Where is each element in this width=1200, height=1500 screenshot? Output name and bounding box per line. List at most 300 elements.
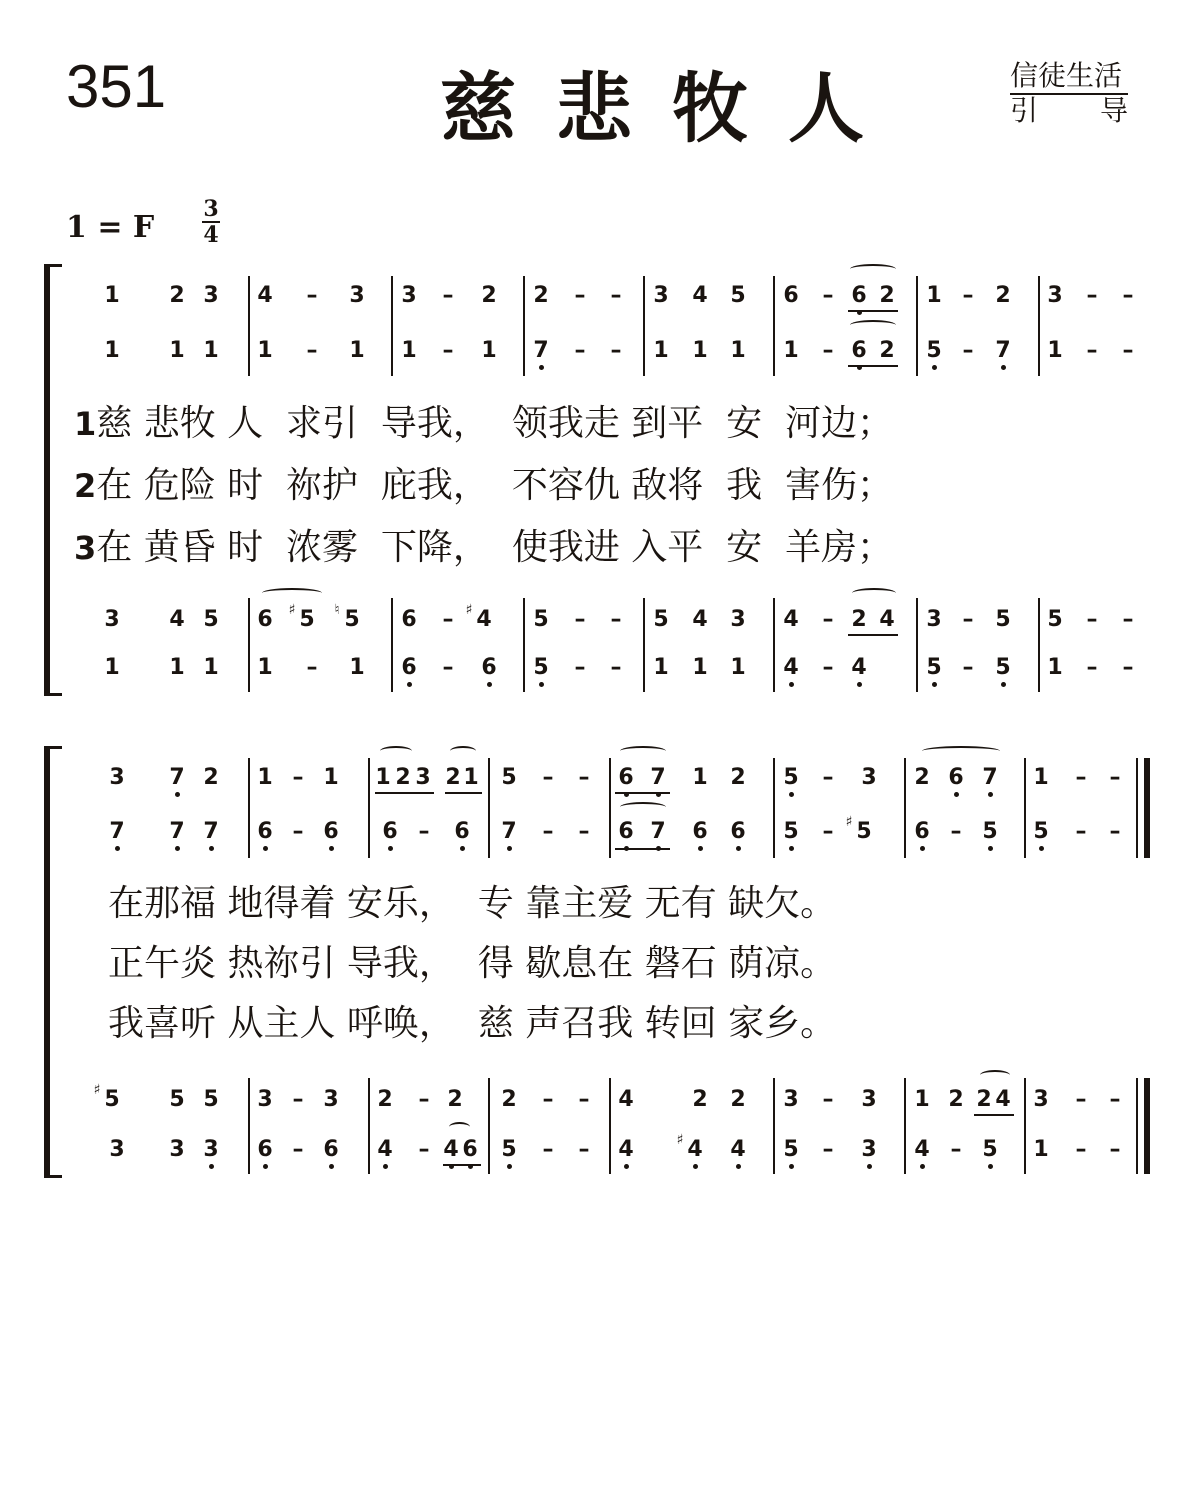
lyric-text: 慈 悲牧 人 求引 导我， 领我走 到平 安 河边； [96, 403, 894, 444]
dash-extend: – [822, 1137, 834, 1162]
note: 1 [323, 765, 339, 790]
slur-mark [380, 746, 412, 756]
dash-extend: – [950, 1137, 962, 1162]
barline [523, 598, 525, 692]
note: 6 [257, 819, 273, 844]
barline [488, 1078, 490, 1174]
dash-extend: – [1075, 1087, 1087, 1112]
octave-dot-below [407, 682, 412, 687]
note: 1 [730, 655, 746, 680]
octave-dot-below [693, 1164, 698, 1169]
lyric-text: 正午炎 热祢引 导我， 得 歇息在 磐石 荫凉。 [108, 943, 837, 984]
lyric-line [74, 528, 893, 568]
slur-mark [980, 1070, 1010, 1080]
bracket-cap-top [44, 264, 62, 267]
slur-mark [620, 746, 666, 756]
note: 1 [692, 338, 708, 363]
dash-extend: – [542, 765, 554, 790]
barline [248, 758, 250, 858]
dash-extend: – [1086, 338, 1098, 363]
note: 2 [976, 1087, 992, 1112]
slur-mark [852, 588, 896, 598]
barline [368, 1078, 370, 1174]
note: 5 [1033, 819, 1049, 844]
note: 3 [203, 283, 219, 308]
note: 1 [692, 655, 708, 680]
note: 5 [982, 1137, 998, 1162]
note: 6 [618, 765, 634, 790]
dash-extend: – [1086, 607, 1098, 632]
octave-dot-below [507, 1164, 512, 1169]
dash-extend: – [542, 819, 554, 844]
note: 6 [323, 1137, 339, 1162]
note: 6 [851, 338, 867, 363]
octave-dot-below [209, 1164, 214, 1169]
note: 4 [377, 1137, 393, 1162]
beat-underline [445, 792, 482, 794]
slur-mark [450, 746, 476, 756]
beat-underline [848, 634, 898, 636]
bracket-cap-top [44, 746, 62, 749]
octave-dot-below [209, 846, 214, 851]
note: 1 [1033, 1137, 1049, 1162]
dash-extend: – [962, 338, 974, 363]
dash-extend: – [1122, 338, 1134, 363]
note: 3 [415, 765, 431, 790]
note: 5 [533, 607, 549, 632]
barline [904, 1078, 906, 1174]
barline [1024, 758, 1026, 858]
note: 1 [401, 338, 417, 363]
octave-dot-below [867, 1164, 872, 1169]
note: 4 [618, 1087, 634, 1112]
dash-extend: – [574, 655, 586, 680]
note: 6 [481, 655, 497, 680]
note: 1 [1047, 338, 1063, 363]
octave-dot-below [329, 1164, 334, 1169]
note: 2 [533, 283, 549, 308]
note: 1 [375, 765, 391, 790]
note: 5 [730, 283, 746, 308]
dash-extend: – [822, 338, 834, 363]
note: 2 [995, 283, 1011, 308]
note: 4 [687, 1137, 703, 1162]
note: 5 [203, 1087, 219, 1112]
note: 6 [323, 819, 339, 844]
dash-extend: – [610, 655, 622, 680]
dash-extend: – [292, 819, 304, 844]
dash-extend: – [578, 765, 590, 790]
note: 7 [169, 765, 185, 790]
dash-extend: – [1109, 819, 1121, 844]
note: 4 [476, 607, 492, 632]
octave-dot-below [789, 846, 794, 851]
note: 5 [299, 607, 315, 632]
note: 3 [861, 1087, 877, 1112]
note: 1 [692, 765, 708, 790]
lyric-line [108, 944, 836, 984]
note: 2 [203, 765, 219, 790]
note: 4 [692, 607, 708, 632]
octave-dot-below [698, 846, 703, 851]
note: 2 [730, 765, 746, 790]
final-barline-thin [1136, 1078, 1138, 1174]
octave-dot-below [789, 682, 794, 687]
dash-extend: – [542, 1087, 554, 1112]
dash-extend: – [1109, 1087, 1121, 1112]
dash-extend: – [578, 819, 590, 844]
hymn-number: 351 [66, 53, 167, 120]
dash-extend: – [306, 283, 318, 308]
dash-extend: – [1122, 655, 1134, 680]
note: 4 [783, 655, 799, 680]
note: 2 [481, 283, 497, 308]
note: 7 [650, 765, 666, 790]
note: 7 [650, 819, 666, 844]
note: 5 [501, 765, 517, 790]
note: 1 [169, 338, 185, 363]
note: 5 [203, 607, 219, 632]
note: 5 [783, 819, 799, 844]
barline [609, 758, 611, 858]
lyric-line [108, 884, 836, 924]
hymn-title: 慈悲牧人 [440, 64, 904, 153]
octave-dot-below [736, 846, 741, 851]
slur-mark [620, 802, 666, 812]
note: 2 [501, 1087, 517, 1112]
octave-dot-below [789, 792, 794, 797]
category-char-2: 导 [1099, 94, 1128, 127]
note: 1 [653, 338, 669, 363]
note: 3 [349, 283, 365, 308]
note: 7 [169, 819, 185, 844]
note: 1 [169, 655, 185, 680]
octave-dot-below [988, 846, 993, 851]
dash-extend: – [822, 655, 834, 680]
octave-dot-below [539, 682, 544, 687]
time-sig-bottom: 4 [203, 222, 219, 248]
accidental: ♯ [288, 602, 296, 618]
note: 1 [349, 338, 365, 363]
note: 1 [783, 338, 799, 363]
note: 3 [401, 283, 417, 308]
dash-extend: – [418, 1087, 430, 1112]
barline [391, 276, 393, 376]
dash-extend: – [822, 283, 834, 308]
note: 4 [879, 607, 895, 632]
slur-mark [922, 746, 1000, 756]
dash-extend: – [1086, 283, 1098, 308]
barline [773, 598, 775, 692]
octave-dot-below [263, 846, 268, 851]
octave-dot-below [175, 846, 180, 851]
bracket-cap-bottom [44, 693, 62, 696]
note: 1 [203, 338, 219, 363]
dash-extend: – [610, 338, 622, 363]
note: 5 [533, 655, 549, 680]
lyric-text: 在 黄昏 时 浓雾 下降， 使我进 入平 安 羊房； [96, 527, 894, 568]
barline [904, 758, 906, 858]
note: 5 [995, 655, 1011, 680]
note: 7 [533, 338, 549, 363]
note: 7 [109, 819, 125, 844]
note: 5 [982, 819, 998, 844]
dash-extend: – [1075, 819, 1087, 844]
note: 2 [445, 765, 461, 790]
slur-mark [850, 264, 896, 274]
lyric-line [108, 1004, 836, 1044]
dash-extend: – [578, 1137, 590, 1162]
final-barline-thin [1136, 758, 1138, 858]
note: 6 [692, 819, 708, 844]
note: 2 [377, 1087, 393, 1112]
octave-dot-below [539, 365, 544, 370]
note: 5 [856, 819, 872, 844]
note: 1 [914, 1087, 930, 1112]
note: 1 [257, 655, 273, 680]
dash-extend: – [1086, 655, 1098, 680]
barline [523, 276, 525, 376]
beat-underline [974, 1114, 1014, 1116]
barline [1024, 1078, 1026, 1174]
dash-extend: – [574, 607, 586, 632]
note: 1 [1033, 765, 1049, 790]
note: 5 [783, 1137, 799, 1162]
note: 1 [730, 338, 746, 363]
lyric-line [74, 404, 893, 444]
note: 6 [851, 283, 867, 308]
note: 5 [926, 338, 942, 363]
note: 3 [104, 607, 120, 632]
dash-extend: – [442, 283, 454, 308]
note: 1 [104, 655, 120, 680]
octave-dot-below [175, 792, 180, 797]
note: 4 [692, 283, 708, 308]
note: 3 [169, 1137, 185, 1162]
note: 1 [257, 338, 273, 363]
barline [248, 598, 250, 692]
category-char-1: 引 [1010, 94, 1039, 127]
dash-extend: – [1122, 607, 1134, 632]
note: 6 [401, 607, 417, 632]
note: 4 [914, 1137, 930, 1162]
accidental: ♯ [93, 1082, 101, 1098]
note: 4 [851, 655, 867, 680]
octave-dot-below [263, 1164, 268, 1169]
note: 4 [257, 283, 273, 308]
octave-dot-below [460, 846, 465, 851]
note: 6 [462, 1137, 478, 1162]
category-label [1010, 60, 1128, 127]
note: 1 [1047, 655, 1063, 680]
note: 3 [1047, 283, 1063, 308]
octave-dot-below [920, 1164, 925, 1169]
octave-dot-below [624, 1164, 629, 1169]
system-bracket [44, 264, 50, 696]
octave-dot-below [736, 1164, 741, 1169]
note: 6 [257, 1137, 273, 1162]
note: 2 [914, 765, 930, 790]
dash-extend: – [574, 283, 586, 308]
octave-dot-below [954, 792, 959, 797]
key-signature: 1 = F [66, 210, 155, 245]
octave-dot-below [115, 846, 120, 851]
dash-extend: – [306, 338, 318, 363]
octave-dot-below [1001, 682, 1006, 687]
note: 3 [323, 1087, 339, 1112]
octave-dot-below [487, 682, 492, 687]
barline [248, 1078, 250, 1174]
lyric-text: 我喜听 从主人 呼唤， 慈 声召我 转回 家乡。 [108, 1003, 837, 1044]
octave-dot-below [507, 846, 512, 851]
final-barline-thick [1144, 758, 1150, 858]
note: 2 [169, 283, 185, 308]
note: 2 [948, 1087, 964, 1112]
octave-dot-below [932, 365, 937, 370]
octave-dot-below [329, 846, 334, 851]
note: 3 [1033, 1087, 1049, 1112]
note: 4 [783, 607, 799, 632]
octave-dot-below [920, 846, 925, 851]
dash-extend: – [306, 655, 318, 680]
octave-dot-below [988, 792, 993, 797]
dash-extend: – [1075, 1137, 1087, 1162]
note: 7 [995, 338, 1011, 363]
barline [773, 276, 775, 376]
dash-extend: – [1109, 1137, 1121, 1162]
barline [773, 758, 775, 858]
beat-underline [848, 365, 898, 367]
dash-extend: – [822, 819, 834, 844]
note: 1 [257, 765, 273, 790]
dash-extend: – [610, 283, 622, 308]
bracket-cap-bottom [44, 1175, 62, 1178]
note: 4 [169, 607, 185, 632]
note: 2 [730, 1087, 746, 1112]
barline [1038, 276, 1040, 376]
lyric-text: 在那福 地得着 安乐， 专 靠主爱 无有 缺欠。 [108, 883, 837, 924]
category-line-2 [1010, 95, 1128, 127]
dash-extend: – [442, 607, 454, 632]
note: 2 [395, 765, 411, 790]
note: 7 [501, 819, 517, 844]
lyric-text: 在 危险 时 祢护 庇我， 不容仇 敌将 我 害伤； [96, 465, 894, 506]
slur-mark [262, 588, 322, 598]
barline [1038, 598, 1040, 692]
dash-extend: – [418, 1137, 430, 1162]
dash-extend: – [292, 765, 304, 790]
octave-dot-below [857, 682, 862, 687]
note: 7 [982, 765, 998, 790]
dash-extend: – [822, 607, 834, 632]
note: 1 [349, 655, 365, 680]
octave-dot-below [383, 1164, 388, 1169]
note: 5 [104, 1087, 120, 1112]
note: 5 [344, 607, 360, 632]
note: 5 [995, 607, 1011, 632]
dash-extend: – [1075, 765, 1087, 790]
dash-extend: – [574, 338, 586, 363]
note: 4 [443, 1137, 459, 1162]
note: 5 [501, 1137, 517, 1162]
note: 1 [481, 338, 497, 363]
dash-extend: – [822, 765, 834, 790]
note: 6 [618, 819, 634, 844]
note: 1 [463, 765, 479, 790]
note: 7 [203, 819, 219, 844]
final-barline-thick [1144, 1078, 1150, 1174]
accidental: ♯ [465, 602, 473, 618]
dash-extend: – [442, 338, 454, 363]
beat-underline [615, 792, 670, 794]
note: 6 [257, 607, 273, 632]
note: 2 [447, 1087, 463, 1112]
verse-number: 1 [74, 405, 97, 443]
lyric-line [74, 466, 893, 506]
note: 4 [730, 1137, 746, 1162]
note: 3 [730, 607, 746, 632]
note: 6 [914, 819, 930, 844]
barline [773, 1078, 775, 1174]
slur-mark [850, 320, 896, 330]
barline [391, 598, 393, 692]
dash-extend: – [1122, 283, 1134, 308]
octave-dot-below [988, 1164, 993, 1169]
note: 3 [203, 1137, 219, 1162]
barline [488, 758, 490, 858]
note: 5 [783, 765, 799, 790]
beat-underline [848, 310, 898, 312]
barline [248, 276, 250, 376]
octave-dot-below [932, 682, 937, 687]
dash-extend: – [578, 1087, 590, 1112]
note: 3 [109, 1137, 125, 1162]
barline [643, 598, 645, 692]
beat-underline [443, 1164, 481, 1166]
note: 2 [879, 283, 895, 308]
octave-dot-below [1001, 365, 1006, 370]
note: 1 [653, 655, 669, 680]
dash-extend: – [962, 283, 974, 308]
note: 2 [879, 338, 895, 363]
dash-extend: – [418, 819, 430, 844]
dash-extend: – [292, 1137, 304, 1162]
dash-extend: – [962, 655, 974, 680]
beat-underline [375, 792, 434, 794]
barline [368, 758, 370, 858]
dash-extend: – [962, 607, 974, 632]
note: 5 [926, 655, 942, 680]
barline [643, 276, 645, 376]
note: 3 [783, 1087, 799, 1112]
note: 1 [926, 283, 942, 308]
octave-dot-below [1039, 846, 1044, 851]
dash-extend: – [610, 607, 622, 632]
note: 3 [257, 1087, 273, 1112]
note: 5 [169, 1087, 185, 1112]
dash-extend: – [1109, 765, 1121, 790]
note: 2 [851, 607, 867, 632]
dash-extend: – [542, 1137, 554, 1162]
octave-dot-below [388, 846, 393, 851]
note: 2 [692, 1087, 708, 1112]
note: 3 [926, 607, 942, 632]
note: 3 [861, 1137, 877, 1162]
barline [609, 1078, 611, 1174]
category-line-1: 信徒生活 [1010, 60, 1128, 95]
verse-number: 3 [74, 529, 97, 567]
note: 1 [104, 283, 120, 308]
